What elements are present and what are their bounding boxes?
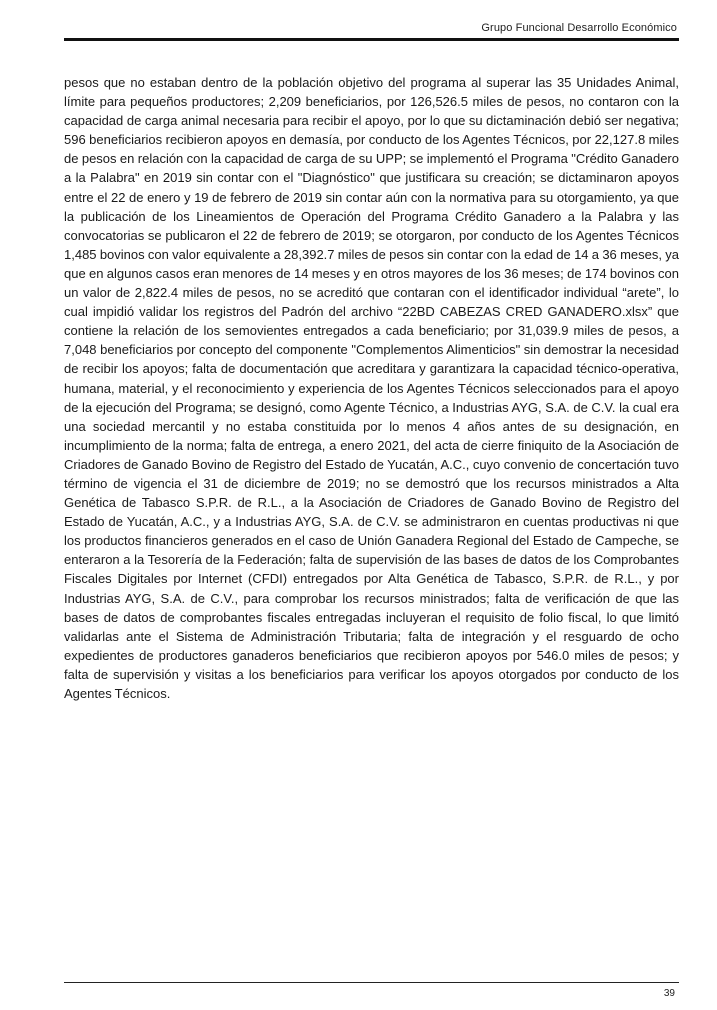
header-title: Grupo Funcional Desarrollo Económico <box>481 22 677 34</box>
body-paragraph: pesos que no estaban dentro de la población objetivo del programa al superar las 35 Unidades Animal, límite para pequeños productores; 2,209 beneficiarios, por 126,526.5 miles de pesos, no contaron con la capacidad de carga animal necesaria para recibir el apoyo, por lo que su dictaminación debió ser negativa; 596 beneficiarios recibieron apoyos en demasía, por conducto de los Agentes Técnicos, por 22,127.8 miles de pesos en relación con la capacidad de carga de su UPP; se implementó el Programa "Crédito Ganadero a la Palabra" en 2019 sin contar con el "Diagnóstico" que justificara su creación; se dictaminaron apoyos entre el 22 de enero y 19 de febrero de 2019 sin contar aún con la normativa para su otorgamiento, ya que la publicación de los Lineamientos de Operación del Programa Crédito Ganadero a la Palabra y las convocatorias se publicaron el 22 de febrero de 2019; se otorgaron, por conducto de los Agentes Técnicos 1,485 bovinos con valor equivalente a 28,392.7 miles de pesos sin contar con la edad de 14 a 36 meses, ya que en algunos casos eran menores de 14 meses y en otros mayores de los 36 meses; de 174 bovinos con un valor de 2,822.4 miles de pesos, no se acreditó que contaran con el identificador individual “arete”, lo cual impidió validar los registros del Padrón del archivo “22BD CABEZAS CRED GANADERO.xlsx” que contiene la relación de los semovientes entregados a cada beneficiario; por 31,039.9 miles de pesos, a 7,048 beneficiarios por concepto del componente "Complementos Alimenticios" sin demostrar la necesidad de recibir los apoyos; falta de documentación que acreditara y garantizara la capacidad técnico-operativa, humana, material, y el reconocimiento y experiencia de los Agentes Técnicos seleccionados para el apoyo de la ejecución del Programa; se designó, como Agente Técnico, a Industrias AYG, S.A. de C.V. la cual era una sociedad mercantil y no estaba constituida por lo menos 4 años antes de su designación, en incumplimiento de la norma; falta de entrega, a enero 2021, del acta de cierre finiquito de la Asociación de Criadores de Ganado Bovino de Registro del Estado de Yucatán, A.C., cuyo convenio de concertación tuvo término de vigencia el 31 de diciembre de 2019; no se demostró que los recursos ministrados a Alta Genética de Tabasco S.P.R. de R.L., a la Asociación de Criadores de Ganado Bovino de Registro del Estado de Yucatán, A.C., y a Industrias AYG, S.A. de C.V. se administraron en cuentas productivas ni que los productos financieros generados en el caso de Unión Ganadera Regional del Estado de Campeche, se enteraron a la Tesorería de la Federación; falta de supervisión de las bases de datos de los Comprobantes Fiscales Digitales por Internet (CFDI) entregados por Alta Genética de Tabasco, S.P.R. de R.L., y por Industrias AYG, S.A. de C.V., para comprobar los recursos ministrados; falta de verificación de que las bases de datos de comprobantes fiscales entregadas incluyeran el requisito de folio fiscal, lo que limitó validarlas ante el Sistema de Administración Tributaria; falta de integración y el resguardo de ocho expedientes de productores ganaderos beneficiarios que recibieron apoyos por 546.0 miles de pesos; y falta de supervisión y visitas a los beneficiarios para verificar los apoyos otorgados por conducto de los Agentes Técnicos. <box>64 75 679 701</box>
page-number: 39 <box>663 988 675 999</box>
header-divider <box>64 38 679 41</box>
footer-divider <box>64 982 679 983</box>
